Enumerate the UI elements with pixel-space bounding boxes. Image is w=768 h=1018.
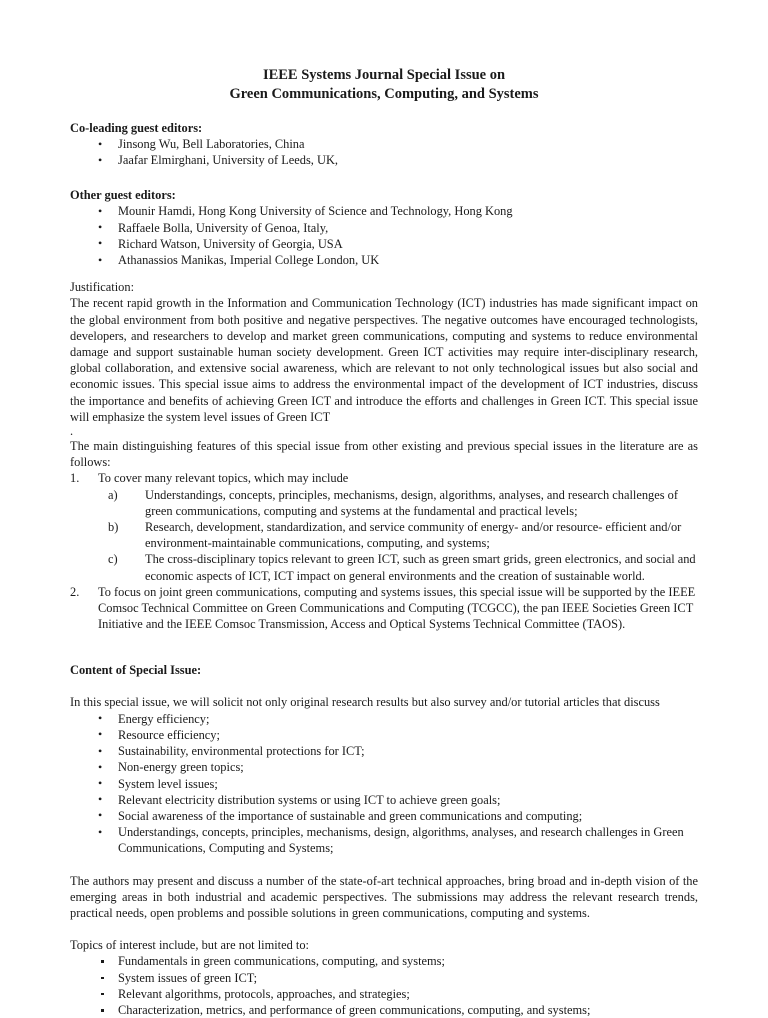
list-item: Relevant algorithms, protocols, approaches, and strategies; [70, 986, 698, 1002]
justification-heading: Justification: [70, 280, 135, 295]
list-marker: 2. [70, 584, 80, 599]
list-item-text: The cross-disciplinary topics relevant to green ICT, such as green smart grids, green electronics, and social and economic aspects of ICT, ICT impact on general environments and the creation of sustainable world. [145, 552, 696, 583]
list-item: • System level issues; [70, 776, 698, 792]
list-item: • Non-energy green topics; [70, 759, 698, 775]
list-item: • Raffaele Bolla, University of Genoa, Italy, [70, 220, 698, 236]
topics-of-interest-heading: Topics of interest include, but are not limited to: [70, 938, 309, 953]
list-item-text: To cover many relevant topics, which may include [98, 471, 349, 486]
closing-paragraph: The authors may present and discuss a number of the state-of-art technical approaches, bring broad and in-depth vision of the emerging areas in both industrial and academic perspectives. The submissions may address the relevant research trends, practical needs, open problems and possible solutions in green communications, computing and systems. [70, 873, 698, 920]
list-item: Characterization, metrics, and performance of green communications, computing, and systems; [70, 1002, 698, 1018]
list-marker: c) [108, 552, 118, 567]
other-editors-heading: Other guest editors: [70, 188, 176, 203]
lettered-list-item [70, 487, 698, 519]
spacer [70, 857, 698, 873]
content-topics-list [70, 711, 698, 857]
justification-paragraph: The recent rapid growth in the Information and Communication Technology (ICT) industries has made significant impact on the global environment from both positive and negative perspectives. The negative outcomes have encouraged technologists, developers, and researchers to develop and market green communications, computing and systems to reduce environmental damage and support sustainable human society development. Green ICT activities may require inter-disciplinary research, global collaboration, and extensive social awareness, which are relevant to not only technological issues but also social and economic issues. This special issue aims to address the environmental impact of the development of ICT industries, discuss the importance and benefits of achieving Green ICT and introduce the efforts and challenges in Green ICT. This special issue will emphasize the system level issues of Green ICT [70, 296, 698, 424]
list-item: • Social awareness of the importance of sustainable and green communications and computing; [70, 808, 698, 824]
list-item: • Energy efficiency; [70, 711, 698, 727]
page-title [70, 66, 698, 104]
co-leading-editors-list [70, 136, 698, 168]
lettered-list-item [70, 519, 698, 551]
features-intro-paragraph: The main distinguishing features of this special issue from other existing and previous special issues in the literature are as follows: [70, 439, 698, 470]
numbered-list-item [70, 584, 698, 633]
list-item: • Richard Watson, University of Georgia, USA [70, 236, 698, 252]
spacer [70, 678, 698, 694]
list-marker: b) [108, 520, 119, 535]
list-item: • Mounir Hamdi, Hong Kong University of Science and Technology, Hong Kong [70, 203, 698, 219]
spacer [70, 104, 698, 120]
list-item: • Jaafar Elmirghani, University of Leeds, UK, [70, 152, 698, 168]
topics-of-interest-list [70, 953, 698, 1018]
list-marker: a) [108, 487, 118, 502]
features-list [70, 470, 698, 632]
spacer [70, 268, 698, 279]
content-intro-paragraph: In this special issue, we will solicit not only original research results but also survey and/or tutorial articles that discuss [70, 695, 660, 710]
lettered-list-item [70, 551, 698, 583]
list-item-text: Research, development, standardization, and service community of energy- and/or resource- efficient and/or environment-maintainable communications, computing, and systems; [145, 520, 682, 551]
spacer [70, 921, 698, 937]
list-item: • Athanassios Manikas, Imperial College London, UK [70, 252, 698, 268]
page-title-line-1: IEEE Systems Journal Special Issue on [262, 67, 506, 83]
list-item: • Jinsong Wu, Bell Laboratories, China [70, 136, 698, 152]
content-section-heading: Content of Special Issue: [70, 663, 202, 678]
co-leading-editors-heading: Co-leading guest editors: [70, 121, 203, 135]
list-item: System issues of green ICT; [70, 970, 698, 986]
list-marker: 1. [70, 471, 80, 486]
list-item: • Relevant electricity distribution systems or using ICT to achieve green goals; [70, 792, 698, 808]
list-item: • Understandings, concepts, principles, mechanisms, design, algorithms, analyses, and research challenges in Green Communications, Computing and Systems; [70, 824, 698, 856]
features-sublist-1 [70, 487, 698, 584]
list-item: • Resource efficiency; [70, 727, 698, 743]
page-title-line-2: Green Communications, Computing, and Systems [229, 86, 539, 102]
list-item: Fundamentals in green communications, computing, and systems; [70, 953, 698, 969]
spacer [70, 632, 698, 662]
stray-period: . [70, 424, 74, 439]
other-editors-list [70, 203, 698, 268]
list-item: • Sustainability, environmental protections for ICT; [70, 743, 698, 759]
numbered-list-item [70, 470, 698, 486]
list-item-text: Understandings, concepts, principles, mechanisms, design, algorithms, analyses, and research challenges of green communications, computing and systems at the fundamental and practical levels; [145, 487, 678, 518]
list-item-text: To focus on joint green communications, computing and systems issues, this special issue will be supported by the IEEE Comsoc Technical Committee on Green Communications and Computing (TCGCC), the pan IEEE Societies Green ICT Initiative and the IEEE Comsoc Transmission, Access and Optical Systems Technical Committee (TAOS). [98, 584, 696, 632]
